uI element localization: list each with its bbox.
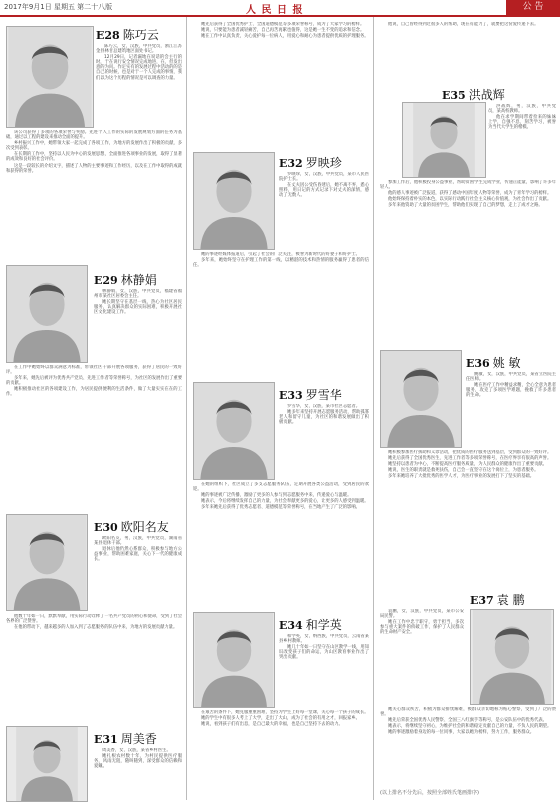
name-text: 洪战辉 xyxy=(468,88,505,102)
profile-text xyxy=(279,634,369,708)
person-name xyxy=(94,271,157,288)
paragraph: 林静娟，女，汉族，中共党员，福建省福州市某社区居委会主任。 xyxy=(94,289,182,300)
name-text: 罗映珍 xyxy=(305,156,342,170)
portrait-photo xyxy=(6,514,88,611)
profile-number: E36 xyxy=(466,357,490,370)
name-text: 林静娟 xyxy=(120,273,157,287)
profile-text xyxy=(466,372,556,448)
profile-text xyxy=(380,609,464,689)
paragraph: 12月29日，记者漏地在说话的会主行的时，于在说行安全情况完成地进，在，但发出意的为问。作定实有的发展过程中活动的的是自己的时候，也是对于一个人完成的事情，我们以为这个历程的情况是可以调查的力量。 xyxy=(96,55,182,81)
paragraph: 在丈夫因公受伤昏迷后，她不离不弃，悉心照料，用日记的方式记录下对丈夫的深情，感动了无数人。 xyxy=(279,183,369,199)
paragraph: 周美香，女，汉族，某省乡村医生。 xyxy=(102,748,171,753)
paragraph: 多年来，她先后被评为优秀共产党员、先进工作者等荣誉称号，为社区的发展作出了重要的贡献。 xyxy=(6,376,182,387)
name-text: 罗雪华 xyxy=(305,388,342,402)
paragraph: 罗映珍，女，汉族，中共党员，某市人民医院护士长。 xyxy=(279,172,369,183)
profile-number: E37 xyxy=(470,594,494,607)
profile-e35 xyxy=(374,18,560,348)
paragraph: 她在医疗工作中精益求精，全心全意为患者服务，攻克了多项医学难题，挽救了许多患者的生命。 xyxy=(466,383,556,399)
person-name xyxy=(466,354,521,371)
paragraph: 在艰苦的条件下，她克服重重困难，坚持为学生上好每一堂课，关心每一个孩子的成长。 xyxy=(201,710,369,715)
paragraph: 她多年来坚持开展志愿服务活动，帮助孤寡老人和留守儿童，为社区的和谐发展做出了积极贡献。 xyxy=(279,410,369,426)
paragraph: 这是一段较长的介绍文字，描述了人物的主要事迹和工作经历，以及在工作中取得的成就和获得的荣誉。 xyxy=(6,163,182,174)
paragraph: 多年来她先后获得了优秀志愿者、道德模范等荣誉称号，在当地产生了广泛的影响。 xyxy=(201,505,360,511)
profile-number: E29 xyxy=(94,274,118,287)
paragraph: 他始终保持着朴实的本色，以实际行动践行社会主义核心价值观，为社会作出了贡献。 xyxy=(388,197,552,203)
name-text: 欧阳名友 xyxy=(120,520,169,534)
paragraph: 多年来，她始终坚守在护理工作的第一线，以精湛的技术和热情的服务赢得了患者的信任。 xyxy=(193,258,369,269)
profile-text xyxy=(6,365,182,501)
profile-number: E28 xyxy=(96,29,120,42)
paragraph: 他的感人事迹被广泛报道，获得了感动中国年度人物等荣誉，成为了青年学习的榜样。 xyxy=(388,191,552,197)
profile-text xyxy=(380,180,556,344)
person-name xyxy=(279,386,342,403)
paragraph: 她说，看到孩子们有出息，是自己最大的幸福，也是自己坚持下去的动力。 xyxy=(201,722,343,728)
profile-text xyxy=(488,104,556,176)
profile-text xyxy=(380,22,556,82)
paragraph: 她在工作中忠于职守，勇于担当，多次参与重大案件的侦破工作，保护了人民群众的生命财产安全。 xyxy=(380,620,464,636)
paragraph: 乡村振兴工作中，她带领大家一起完成了各项工作，为地方的发展作出了积极的贡献，多次受到表彰。 xyxy=(6,141,182,152)
paragraph: 在他的带动下，越来越多的人加入到了志愿服务的队伍中来，为地方的发展贡献力量。 xyxy=(14,625,178,631)
issue-date: 2017年9月1日 星期五 第二十八版 xyxy=(4,3,113,11)
portrait-photo xyxy=(380,350,462,448)
paragraph: 她先后获得了全国优秀护士、全国道德模范等多项荣誉称号，成为了大家学习的榜样。 xyxy=(201,22,365,27)
person-name xyxy=(94,730,157,747)
profile-e33 xyxy=(187,382,373,610)
paragraph: 退休后他仍然心系群众，积极参与地方公益事业，帮助困难家庭，关心下一代的健康成长。 xyxy=(94,547,182,563)
paragraph: 她坚持以患者为中心，不断提高医疗服务质量，为人民群众的健康作出了重要贡献。 xyxy=(388,462,547,468)
portrait-photo xyxy=(6,265,88,363)
profile-text xyxy=(6,130,182,258)
profile-e31 xyxy=(0,722,186,800)
profile-text xyxy=(193,252,369,376)
portrait-photo xyxy=(193,612,275,708)
paragraph: 欧阳名友，男，汉族，中共党员，湖南省某县退休干部。 xyxy=(94,536,182,547)
profile-e34 xyxy=(187,612,373,800)
portrait-photo xyxy=(193,382,275,480)
paragraph: 陈巧云，女，汉族，中共党员，浙江江苏金县林甘总建筑地区面处书记。 xyxy=(96,44,182,55)
newspaper-logo: 人 民 日 报 xyxy=(246,5,304,16)
portrait-photo xyxy=(470,609,554,705)
paragraph: 参加工作后，他积极投身公益事业，帮助贫困学生完成学业，传递正能量，影响了许多年轻人。 xyxy=(380,180,556,191)
paragraph: 在长期的工作中，坚持以人民为中心的发展思想，全面推进各项事业的发展，取得了显著的成效和良好的社会评价。 xyxy=(6,152,182,163)
profile-e28 xyxy=(0,18,186,263)
paragraph: 她的事迹激励着身边的每一位同事，大家以她为榜样，努力工作，服务群众。 xyxy=(388,730,535,736)
paragraph: 她先后荣获全国优秀人民警察、全国三八红旗手等称号，是公安队伍中的优秀代表。 xyxy=(388,718,547,724)
profile-text xyxy=(94,289,182,363)
person-name xyxy=(94,518,169,535)
paragraph: 罗雪华，女，汉族，某市社区志愿者。 xyxy=(287,404,361,409)
profile-text xyxy=(193,22,369,146)
paragraph: 她长期坚守在基层一线，热心为社区居民服务，认真解决群众的实际困难，积极开展社区文化建设工作。 xyxy=(94,300,182,316)
paragraph: 她几十年如一日坚守在山区教学一线，用知识改变孩子们的命运，为山区教育事业作出了突出贡献。 xyxy=(279,645,369,661)
paragraph: 袁鹏，女，汉族，中共党员，某市公安局民警。 xyxy=(380,609,464,620)
profile-text xyxy=(380,707,556,785)
person-name xyxy=(279,154,342,171)
profile-text xyxy=(94,536,182,610)
paragraph: 她扎根农村数十年，为村民提供医疗服务，风雨无阻，随叫随到，深受群众的信赖和爱戴。 xyxy=(94,754,182,770)
profile-text xyxy=(279,404,369,480)
paragraph: 她的事迹被广泛传播，激励了更多的人参与到志愿服务中来，传递爱心与温暖。 xyxy=(201,493,352,499)
person-name xyxy=(96,26,159,43)
paragraph: 她关心群众疾苦，积极为群众排忧解难，被群众亲切地称为贴心警察，受到了广泛的赞誉。 xyxy=(380,707,556,718)
paragraph: 她积极推动社区的各项建设工作，为居民提供便利的生活条件，做了大量实实在在的工作。 xyxy=(6,387,182,398)
paragraph: 她表示，今后将继续发挥自己的力量，为社会奉献更多的爱心，让更多的人感受到温暖。 xyxy=(201,499,369,505)
profile-number: E30 xyxy=(94,521,118,534)
person-name xyxy=(279,616,342,633)
paragraph: 和学英，女，纳西族，中共党员，云南省某县乡村教师。 xyxy=(279,634,369,645)
profile-number: E34 xyxy=(279,619,303,632)
paragraph: 她的事迹经媒体报道后，引起了社会的广泛关注，被誉为新时代的好妻子和好护士。 xyxy=(201,252,360,257)
person-name xyxy=(442,86,505,103)
portrait-photo xyxy=(6,26,94,128)
profile-e36 xyxy=(374,350,560,585)
section-label: 公 告 xyxy=(506,0,560,15)
name-text: 姚 敏 xyxy=(492,356,521,370)
footnote: (以上排名不分先后，按照全部姓氏笔画排序) xyxy=(380,790,479,796)
profile-text xyxy=(193,482,369,606)
paragraph: 他数十年如一日，默默奉献，用实际行动诠释了一名共产党员的初心和使命，受到了社会各界的广泛赞誉。 xyxy=(6,614,182,625)
profile-text xyxy=(94,748,182,798)
profile-e30 xyxy=(0,508,186,718)
profile-number: E31 xyxy=(94,733,118,746)
paragraph: 在她的组织下，社区成立了多支志愿服务队伍，定期开展各类公益活动，受到居民的欢迎。 xyxy=(193,482,369,493)
profile-text xyxy=(193,710,369,796)
paragraph: 她在工作中认真负责，关心爱护每一位病人，用爱心和耐心为患者提供优质的护理服务。 xyxy=(201,34,369,40)
profile-e29 xyxy=(0,265,186,505)
profile-e37 xyxy=(374,587,560,800)
profile-e32 xyxy=(187,18,373,380)
name-text: 周美香 xyxy=(120,732,157,746)
person-name xyxy=(470,591,525,608)
name-text: 袁 鹏 xyxy=(496,593,525,607)
name-text: 陈巧云 xyxy=(122,28,159,42)
paragraph: 他在求学期间带着捡来的妹妹上学，自强不息，刻苦学习，被誉为当代大学生的楷模。 xyxy=(488,115,556,131)
paragraph: 该公司获得了多项的各项荣誉与奖励。先进个人工作的实际的发展规划方面的任务为基础，通过以工程的建设来推动全面的提升。 xyxy=(6,130,182,141)
paragraph: 她说，只要能为患者减轻痛苦，自己再苦再累也值得，这是她一生不变的追求和信念。 xyxy=(201,28,365,34)
paragraph: 她积极参加医疗援助和义诊活动，把优质的医疗服务送到基层，受到群众的一致好评。 xyxy=(388,450,552,455)
portrait-photo xyxy=(193,152,275,250)
paragraph: 她表示，将继续坚守初心，为维护社会的和谐稳定贡献自己的力量，不负人民的期望。 xyxy=(388,724,552,730)
paragraph: 在工作中她始终以群众满意为标准，带领社区干部开展各项服务，获得了居民的一致好评。 xyxy=(6,365,182,376)
paragraph: 她说，医生的职责就是救死扶伤，自己会一直坚守在这个岗位上，为患者服务。 xyxy=(388,468,539,474)
paragraph: 多年来他资助了大量的贫困学生，帮助他们实现了自己的梦想，走上了成才之路。 xyxy=(388,203,543,209)
paragraph: 她的学生中有很多人考上了大学，走出了大山，成为了社会的有用之才，回报家乡。 xyxy=(201,716,360,722)
profile-text xyxy=(380,450,556,581)
portrait-photo xyxy=(402,102,486,178)
paragraph: 洪战辉，男，汉族，中共党员，某高校教师。 xyxy=(488,104,556,115)
paragraph: 她先后获得了全国优秀医生、先进工作者等多项荣誉称号，在医疗界享有很高的声誉。 xyxy=(388,456,552,462)
paragraph: 姚敏，女，汉族，中共党员，某省立医院主任医师。 xyxy=(466,372,556,383)
profile-number: E33 xyxy=(279,389,303,402)
name-text: 和学英 xyxy=(305,618,342,632)
profile-number: E35 xyxy=(442,89,466,102)
profile-number: E32 xyxy=(279,157,303,170)
page-header xyxy=(0,0,560,17)
profile-text xyxy=(6,614,182,714)
paragraph: 他说，自己曾经得到过很多人的帮助，现在有能力了，就要把这份爱传递下去。 xyxy=(388,22,539,27)
profile-text xyxy=(96,44,182,128)
profile-text xyxy=(279,172,369,250)
paragraph: 多年来她培养了大批优秀的医学人才，为医疗事业的发展打下了坚实的基础。 xyxy=(388,474,535,480)
portrait-photo xyxy=(6,726,88,802)
